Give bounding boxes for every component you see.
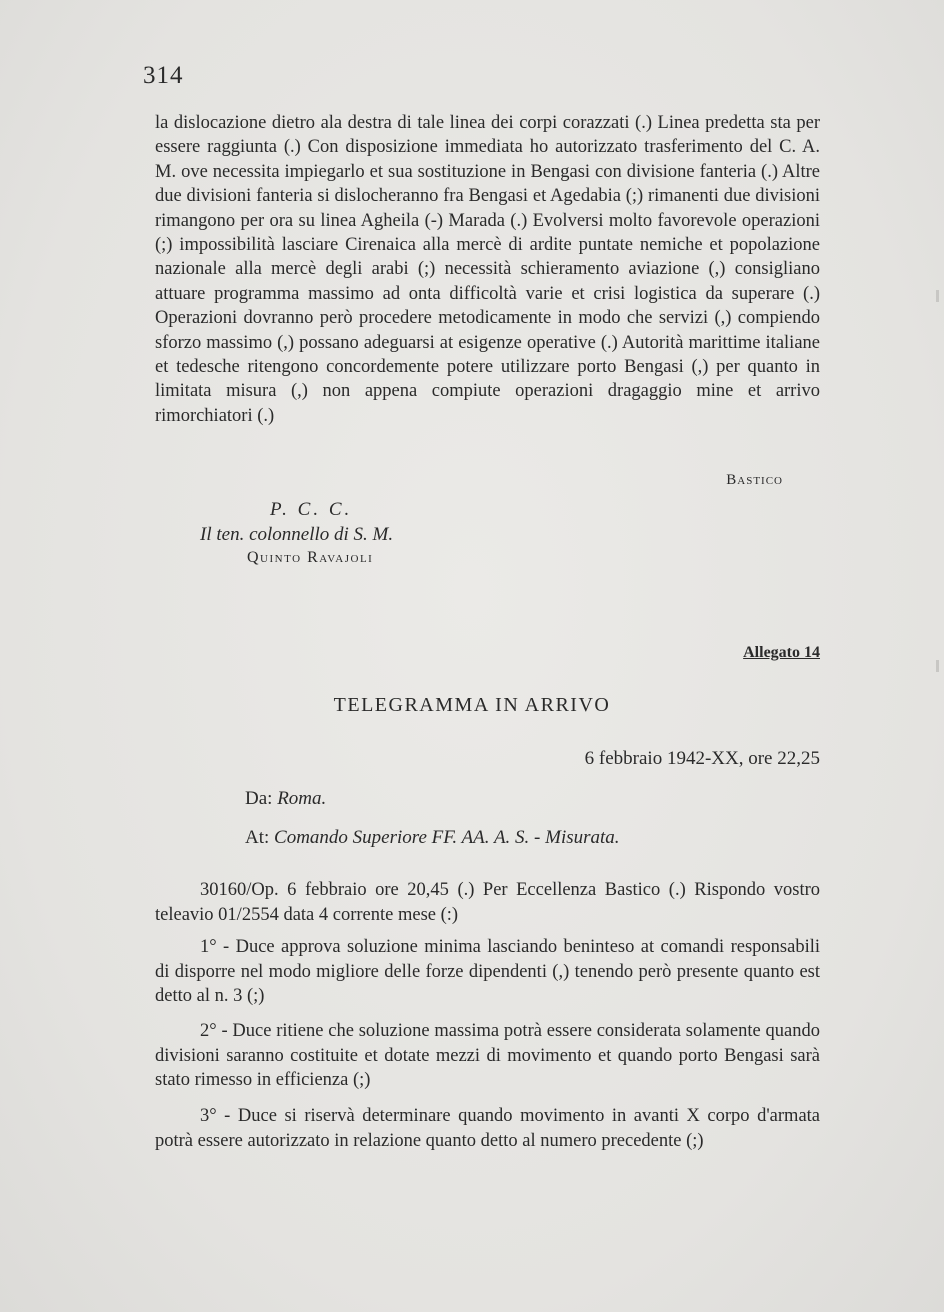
telegram-item-2: 2° - Duce ritiene che soluzione massima potrà essere considerata solamente quando divisioni saranno costituite et dotate mezzi di movimento et quando porto Bengasi sarà stato rimesso in efficienza (;) xyxy=(155,1021,820,1090)
telegram-from xyxy=(245,788,326,810)
telegram-date: 6 febbraio 1942-XX, ore 22,25 xyxy=(584,748,820,769)
scan-mark xyxy=(936,290,939,302)
attachment-label: Allegato 14 xyxy=(743,644,820,661)
scan-mark xyxy=(936,660,939,672)
signature-pcc: P. C. C. xyxy=(270,499,353,520)
telegram-to xyxy=(245,827,620,849)
from-value: Roma. xyxy=(277,788,327,809)
to-label: At: xyxy=(245,827,270,848)
from-label: Da: xyxy=(245,788,273,809)
page-number: 314 xyxy=(143,62,184,89)
signature-rank: Il ten. colonnello di S. M. xyxy=(200,524,394,545)
telegram-item-3: 3° - Duce si riservà determinare quando movimento in avanti X corpo d'armata potrà essere autorizzato in relazione quanto detto al numero precedente (;) xyxy=(155,1106,820,1151)
signature-bastico: Bastico xyxy=(726,472,783,488)
lead-paragraph: la dislocazione dietro ala destra di tale linea dei corpi corazzati (.) Linea predetta sta per essere raggiunta (.) Con disposizione immediata ho autorizzato trasferimento del C. A. M. ove necessita impiegarlo et sua sostituzione in Bengasi con divisione fanteria (.) Altre due divisioni fanteria si dislocheranno fra Bengasi et Agedabia (;) rimanenti due divisioni rimangono per ora su linea Agheila (-) Marada (.) Evolversi molto favorevole operazioni (;) impossibilità lasciare Cirenaica alla mercè di ardite puntate nemiche et popolazione nazionale alla mercè degli arabi (;) necessità schieramento aviazione (,) consigliano attuare programma massimo ad onta difficoltà varie et crisi logistica da superare (.) Operazioni dovranno però procedere metodicamente in modo che servizi (,) compiendo sforzo massimo (,) possano adeguarsi at esigenze operative (.) Autorità marittime italiane et tedesche ritengono concordemente potere utilizzare porto Bengasi (,) per quanto in limitata misura (,) non appena compiute operazioni dragaggio mine et arrivo rimorchiatori (.) xyxy=(155,113,820,426)
to-value: Comando Superiore FF. AA. A. S. - Misurata. xyxy=(274,827,620,848)
telegram-opening: 30160/Op. 6 febbraio ore 20,45 (.) Per Eccellenza Bastico (.) Rispondo vostro teleavio 01/2554 data 4 corrente mese (:) xyxy=(155,880,820,925)
signature-officer: Quinto Ravajoli xyxy=(247,549,374,566)
telegram-title: TELEGRAMMA IN ARRIVO xyxy=(333,694,611,716)
telegram-item-1: 1° - Duce approva soluzione minima lasciando beninteso at comandi responsabili di disporre nel modo migliore delle forze dipendenti (,) tenendo però presente quanto est detto al n. 3 (;) xyxy=(155,937,820,1006)
